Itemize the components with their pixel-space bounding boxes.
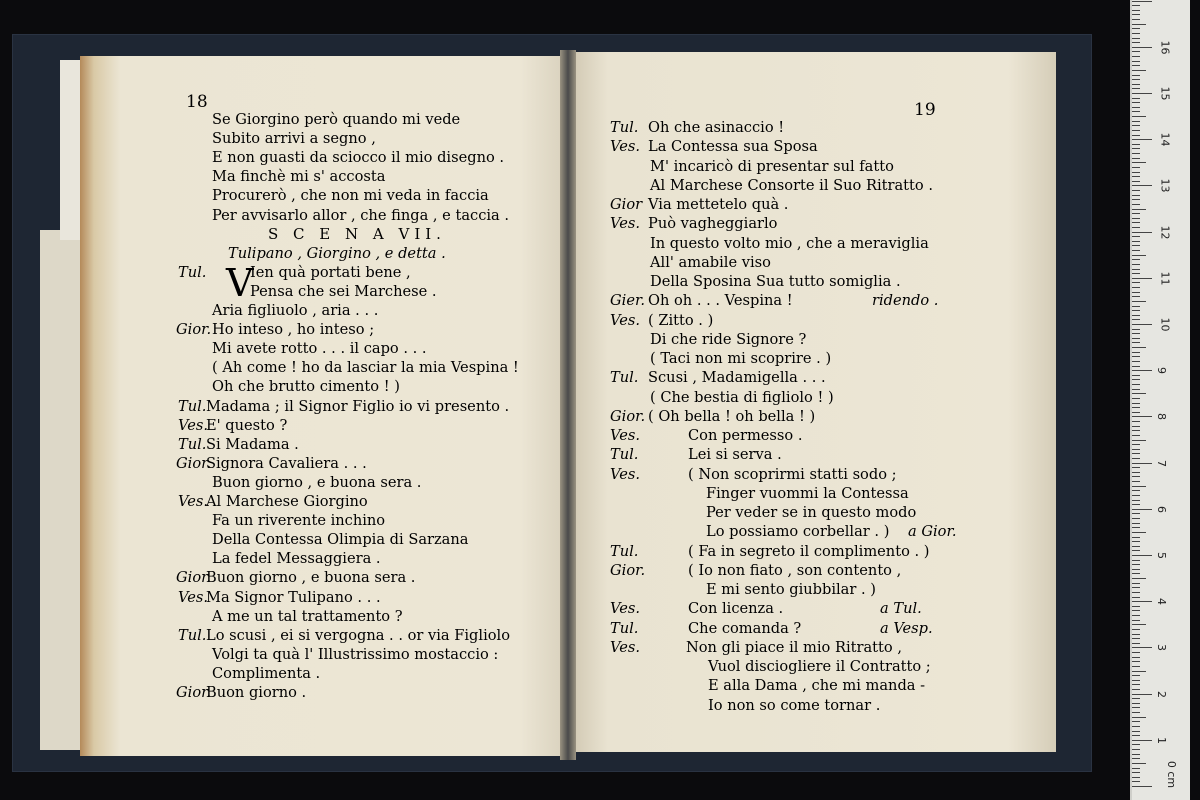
ruler-tick: [1132, 592, 1140, 593]
ruler-tick: [1132, 652, 1140, 653]
ruler-tick: [1132, 629, 1140, 630]
ruler-tick: [1132, 209, 1146, 210]
drop-cap: V: [226, 261, 254, 305]
ruler-tick: [1132, 79, 1140, 80]
speaker-label: Gior.: [610, 561, 646, 579]
text-line: ( Fa in segreto il complimento . ): [688, 542, 930, 560]
ruler-tick: [1132, 338, 1140, 339]
ruler-tick: [1132, 333, 1140, 334]
ruler-tick: [1132, 671, 1146, 672]
text-line: ( Taci non mi scoprire . ): [650, 350, 832, 367]
ruler-tick: [1132, 777, 1140, 778]
ruler-tick: [1132, 33, 1140, 34]
ruler-tick: [1132, 384, 1140, 385]
ruler-tick: [1132, 694, 1152, 695]
ruler-tick: [1132, 412, 1140, 413]
text-line: Buon giorno , e buona sera .: [212, 473, 422, 491]
ruler-label: 13: [1158, 178, 1172, 193]
ruler-tick: [1132, 555, 1152, 556]
speaker-label: Tul.: [610, 542, 639, 560]
ruler-tick: [1132, 222, 1140, 223]
text-line: E mi sento giubbilar . ): [706, 581, 876, 598]
text-line: Io non so come tornar .: [708, 696, 881, 714]
ruler-tick: [1132, 116, 1146, 117]
ruler-tick: [1132, 42, 1140, 43]
text-line: Madama ; il Signor Figlio io vi presento .: [206, 397, 510, 415]
text-line: E alla Dama , che mi manda -: [708, 677, 926, 695]
ruler-tick: [1132, 5, 1140, 6]
ruler-tick: [1132, 61, 1140, 62]
ruler-tick: [1132, 70, 1146, 71]
text-line: Signora Cavaliera . . .: [206, 454, 367, 472]
ruler-tick: [1132, 278, 1152, 279]
ruler-tick: [1132, 578, 1146, 579]
speaker-label: Ves.: [178, 416, 208, 434]
text-line: Con licenza .: [688, 600, 784, 618]
ruler-tick: [1132, 139, 1152, 140]
text-line: Della Sposina Sua tutto somiglia .: [650, 273, 901, 290]
ruler-tick: [1132, 726, 1140, 727]
ruler-label: 16: [1158, 40, 1172, 55]
text-line: Di che ride Signore ?: [650, 330, 807, 348]
ruler-tick: [1132, 749, 1140, 750]
ruler-tick: [1132, 315, 1140, 316]
ruler-tick: [1132, 620, 1140, 621]
ruler-tick: [1132, 781, 1140, 782]
ruler-tick: [1132, 550, 1140, 551]
speaker-label: Tul.: [610, 119, 639, 136]
text-line: Buon giorno .: [206, 684, 307, 701]
ruler-tick: [1132, 500, 1140, 501]
text-line: E non guasti da sciocco il mio disegno .: [212, 149, 505, 167]
ruler-tick: [1132, 638, 1140, 639]
ruler-tick: [1132, 440, 1146, 441]
ruler-tick: [1132, 444, 1140, 445]
ruler-tick: [1132, 47, 1152, 48]
ruler-tick: [1132, 107, 1140, 108]
speaker-label: Gior.: [176, 684, 212, 701]
ruler-tick: [1132, 573, 1140, 574]
ruler-tick: [1132, 10, 1140, 11]
text-line: Complimenta .: [212, 664, 321, 682]
ruler-tick: [1132, 398, 1140, 399]
ruler-tick: [1132, 532, 1146, 533]
ruler-tick: [1132, 366, 1140, 367]
speaker-label: Tul.: [178, 263, 207, 281]
text-line: ( Ah come ! ho da lasciar la mia Vespina !: [212, 359, 519, 377]
page-number: 19: [914, 100, 936, 120]
ruler-tick: [1132, 51, 1140, 52]
ruler-label: 6: [1155, 505, 1168, 513]
text-line: E' questo ?: [206, 416, 288, 434]
ruler-tick: [1132, 204, 1140, 205]
text-line: Mi avete rotto . . . il capo . . .: [212, 340, 427, 358]
ruler-tick: [1132, 75, 1140, 76]
speaker-label: Ves.: [178, 493, 208, 510]
text-line: Oh oh . . . Vespina !: [648, 292, 793, 310]
ruler-label: 12: [1158, 225, 1172, 240]
speaker-label: Ves.: [610, 638, 640, 656]
ruler-tick: [1132, 472, 1140, 473]
ruler-tick: [1132, 754, 1140, 755]
ruler-tick: [1132, 172, 1140, 173]
ruler-tick: [1132, 495, 1140, 496]
ruler-tick: [1132, 458, 1140, 459]
ruler-tick: [1132, 490, 1140, 491]
ruler-tick: [1132, 463, 1152, 464]
text-line: Si Madama .: [206, 435, 299, 453]
ruler-tick: [1132, 370, 1152, 371]
text-line: Al Marchese Giorgino: [206, 493, 368, 510]
ruler-tick: [1132, 703, 1140, 704]
text-line: Ma finchè mi s' accosta: [212, 168, 386, 186]
ruler-tick: [1132, 125, 1140, 126]
ruler-tick: [1132, 269, 1140, 270]
ruler-tick: [1132, 98, 1140, 99]
text-line: Subito arrivi a segno ,: [212, 130, 376, 148]
stage-direction: a Gior.: [908, 523, 957, 541]
text-line: Lo possiamo corbellar . ): [706, 523, 890, 541]
speaker-label: Tul.: [178, 435, 207, 453]
text-line: ( Non scoprirmi statti sodo ;: [688, 465, 897, 483]
ruler-tick: [1132, 666, 1140, 667]
ruler-tick: [1132, 430, 1140, 431]
ruler-tick: [1132, 93, 1152, 94]
ruler-tick: [1132, 356, 1140, 357]
speaker-label: Tul.: [610, 619, 639, 637]
text-line: La Contessa sua Sposa: [648, 138, 818, 156]
ruler-tick: [1132, 282, 1140, 283]
ruler-tick: [1132, 361, 1140, 362]
ruler-tick: [1132, 241, 1140, 242]
ruler-tick: [1132, 102, 1140, 103]
speaker-label: Ves.: [610, 427, 640, 444]
ruler-tick: [1132, 624, 1146, 625]
ruler-tick: [1132, 675, 1140, 676]
ruler-tick: [1132, 486, 1146, 487]
text-line: All' amabile viso: [650, 253, 771, 271]
ruler-tick: [1132, 218, 1140, 219]
ruler-tick: [1132, 615, 1140, 616]
speaker-label: Ves.: [178, 588, 208, 606]
ruler-tick: [1132, 389, 1140, 390]
ruler-tick: [1132, 721, 1140, 722]
speaker-label: Gior.: [610, 407, 646, 425]
speaker-label: Ves.: [610, 311, 640, 329]
ruler-label: 0 cm: [1165, 760, 1179, 789]
text-line: Via mettetelo quà .: [648, 196, 789, 213]
ruler-tick: [1132, 647, 1152, 648]
speaker-label: Gior.: [176, 321, 212, 339]
ruler-tick: [1132, 292, 1140, 293]
ruler-tick: [1132, 158, 1140, 159]
ruler-label: 9: [1155, 367, 1168, 375]
ruler-tick: [1132, 19, 1140, 20]
ruler-tick: [1132, 190, 1140, 191]
ruler-tick: [1132, 255, 1146, 256]
ruler-tick: [1132, 259, 1140, 260]
ruler-tick: [1132, 744, 1140, 745]
text-line: Tulipano , Giorgino , e detta .: [228, 244, 446, 262]
ruler-tick: [1132, 449, 1140, 450]
ruler-tick: [1132, 772, 1140, 773]
ruler-tick: [1132, 735, 1140, 736]
speaker-label: Tul.: [178, 397, 207, 415]
text-line: Finger vuommi la Contessa: [706, 484, 909, 502]
text-line: Può vagheggiarlo: [648, 215, 778, 233]
stage-direction: a Tul.: [880, 600, 922, 618]
ruler-tick: [1132, 264, 1140, 265]
ruler-tick: [1132, 148, 1140, 149]
text-line: Per veder se in questo modo: [706, 504, 917, 521]
text-line: Se Giorgino però quando mi vede: [212, 111, 461, 128]
text-line: La fedel Messaggiera .: [212, 550, 381, 568]
ruler-tick: [1132, 195, 1140, 196]
ruler-tick: [1132, 476, 1140, 477]
text-line: Aria figliuolo , aria . . .: [212, 302, 379, 319]
book-gutter: [560, 50, 576, 760]
speaker-label: Tul.: [610, 446, 639, 464]
ruler-tick: [1132, 245, 1140, 246]
ruler-tick: [1132, 181, 1140, 182]
ruler-label: 4: [1155, 598, 1168, 606]
ruler-tick: [1132, 606, 1140, 607]
ruler-tick: [1132, 14, 1140, 15]
text-line: Volgi ta quà l' Illustrissimo mostaccio :: [212, 645, 499, 663]
ruler-tick: [1132, 144, 1140, 145]
ruler-tick: [1132, 569, 1140, 570]
ruler-tick: [1132, 610, 1140, 611]
ruler-tick: [1132, 38, 1140, 39]
ruler-tick: [1132, 56, 1140, 57]
ruler-tick: [1132, 185, 1152, 186]
text-line: ( Zitto . ): [648, 311, 714, 329]
stage-direction: ridendo .: [872, 292, 939, 310]
ruler-tick: [1132, 684, 1140, 685]
ruler-tick: [1132, 403, 1140, 404]
speaker-label: Gior.: [176, 569, 212, 587]
ruler-tick: [1132, 111, 1140, 112]
ruler-tick: [1132, 88, 1140, 89]
text-line: ( Io non fiato , son contento ,: [688, 561, 902, 579]
ruler-tick: [1132, 509, 1152, 510]
text-line: Per avvisarlo allor , che finga , e taccia .: [212, 206, 510, 224]
speaker-label: Ves.: [610, 465, 640, 483]
ruler-tick: [1132, 421, 1140, 422]
ruler-tick: [1132, 28, 1140, 29]
ruler-tick: [1132, 523, 1140, 524]
speaker-label: Ves.: [610, 215, 640, 233]
ruler-tick: [1132, 786, 1152, 787]
ruler-tick: [1132, 435, 1140, 436]
ruler-label: 10: [1158, 317, 1172, 332]
ruler-label: 2: [1155, 690, 1168, 698]
scene-heading: S C E N A VII.: [268, 224, 446, 243]
speaker-label: Ves.: [610, 138, 640, 156]
ruler-tick: [1132, 213, 1140, 214]
text-line: Buon giorno , e buona sera .: [206, 569, 416, 587]
speaker-label: Gier.: [610, 292, 645, 310]
text-line: Vuol disciogliere il Contratto ;: [708, 658, 931, 675]
ruler-tick: [1132, 199, 1140, 200]
text-line: Pensa che sei Marchese .: [250, 282, 437, 300]
ruler-tick: [1132, 347, 1146, 348]
ruler-tick: [1132, 84, 1140, 85]
ruler-tick: [1132, 634, 1140, 635]
ruler-tick: [1132, 250, 1140, 251]
ruler-tick: [1132, 130, 1140, 131]
text-line: Ho inteso , ho inteso ;: [212, 321, 375, 339]
ruler-tick: [1132, 513, 1140, 514]
text-line: In questo volto mio , che a meraviglia: [650, 234, 929, 252]
ruler-tick: [1132, 135, 1140, 136]
ruler-tick: [1132, 504, 1140, 505]
ruler-tick: [1132, 527, 1140, 528]
ruler-tick: [1132, 273, 1140, 274]
ruler-tick: [1132, 342, 1140, 343]
ruler-tick: [1132, 518, 1140, 519]
ruler-tick: [1132, 453, 1140, 454]
ruler-tick: [1132, 763, 1146, 764]
ruler-tick: [1132, 236, 1140, 237]
ruler-label: 11: [1158, 271, 1172, 286]
ruler-tick: [1132, 541, 1140, 542]
ruler-tick: [1132, 546, 1140, 547]
ruler-label: 15: [1158, 86, 1172, 101]
ruler-label: 5: [1155, 552, 1168, 559]
text-line: Oh che brutto cimento ! ): [212, 378, 400, 396]
speaker-label: Tul.: [610, 369, 639, 387]
ruler-tick: [1132, 758, 1140, 759]
text-line: Lo scusi , ei si vergogna . . or via Figliolo: [206, 626, 510, 644]
ruler-tick: [1132, 232, 1152, 233]
ruler-tick: [1132, 227, 1140, 228]
text-line: Non gli piace il mio Ritratto ,: [686, 638, 902, 656]
text-line: M' incaricò di presentar sul fatto: [650, 157, 894, 175]
ruler-label: 1: [1155, 736, 1168, 744]
ruler-tick: [1132, 407, 1140, 408]
text-line: Della Contessa Olimpia di Sarzana: [212, 531, 469, 549]
ruler-tick: [1132, 740, 1152, 741]
ruler-tick: [1132, 717, 1146, 718]
ruler-label: 8: [1155, 413, 1168, 421]
ruler-tick: [1132, 319, 1140, 320]
speaker-label: Ves.: [610, 600, 640, 618]
ruler-tick: [1132, 583, 1140, 584]
ruler-tick: [1132, 698, 1140, 699]
text-line: Ma Signor Tulipano . . .: [206, 588, 381, 606]
speaker-label: Gior.: [176, 454, 212, 472]
ruler-tick: [1132, 537, 1140, 538]
ruler-tick: [1132, 162, 1146, 163]
text-line: ( Oh bella ! oh bella ! ): [648, 407, 816, 425]
text-line: Che comanda ?: [688, 619, 802, 637]
ruler-tick: [1132, 176, 1140, 177]
ruler-tick: [1132, 65, 1140, 66]
measurement-ruler: [1130, 0, 1190, 800]
ruler-tick: [1132, 324, 1152, 325]
ruler-tick: [1132, 712, 1140, 713]
ruler-tick: [1132, 661, 1140, 662]
ruler-tick: [1132, 153, 1140, 154]
ruler-tick: [1132, 329, 1140, 330]
ruler-tick: [1132, 379, 1140, 380]
text-line: Scusi , Madamigella . . .: [648, 369, 826, 387]
ruler-tick: [1132, 707, 1140, 708]
ruler-tick: [1132, 689, 1140, 690]
ruler-tick: [1132, 167, 1140, 168]
ruler-tick: [1132, 393, 1146, 394]
ruler-tick: [1132, 287, 1140, 288]
ruler-tick: [1132, 564, 1140, 565]
text-line: Lei si serva .: [688, 446, 782, 464]
text-line: Al Marchese Consorte il Suo Ritratto .: [650, 176, 933, 194]
ruler-tick: [1132, 310, 1140, 311]
text-line: Oh che asinaccio !: [648, 119, 785, 136]
text-line: A me un tal trattamento ?: [212, 607, 403, 625]
ruler-label: 3: [1155, 644, 1168, 652]
ruler-tick: [1132, 587, 1140, 588]
ruler-tick: [1132, 481, 1140, 482]
ruler-tick: [1132, 731, 1140, 732]
ruler-tick: [1132, 768, 1140, 769]
ruler-tick: [1132, 301, 1146, 302]
ruler-tick: [1132, 296, 1140, 297]
text-line: ( Che bestia di figliolo ! ): [650, 388, 834, 406]
ruler-tick: [1132, 680, 1140, 681]
stage-direction: a Vesp.: [880, 619, 933, 637]
speaker-label: Tul.: [178, 626, 207, 644]
text-line: Fa un riverente inchino: [212, 512, 386, 530]
page-number: 18: [186, 92, 208, 112]
ruler-tick: [1132, 121, 1140, 122]
ruler-tick: [1132, 467, 1140, 468]
ruler-tick: [1132, 416, 1152, 417]
ruler-tick: [1132, 352, 1140, 353]
ruler-label: 14: [1158, 132, 1172, 147]
ruler-tick: [1132, 601, 1152, 602]
text-line: Procurerò , che non mi veda in faccia: [212, 187, 489, 205]
text-line: Con permesso .: [688, 427, 803, 444]
ruler-tick: [1132, 643, 1140, 644]
text-line: Ien quà portati bene ,: [250, 263, 411, 281]
ruler-label: 7: [1155, 459, 1168, 467]
ruler-tick: [1132, 560, 1140, 561]
ruler-tick: [1132, 1, 1152, 2]
speaker-label: Gior: [610, 196, 643, 213]
ruler-tick: [1132, 597, 1140, 598]
ruler-tick: [1132, 306, 1140, 307]
ruler-tick: [1132, 426, 1140, 427]
ruler-tick: [1132, 24, 1146, 25]
ruler-tick: [1132, 375, 1140, 376]
ruler-tick: [1132, 657, 1140, 658]
